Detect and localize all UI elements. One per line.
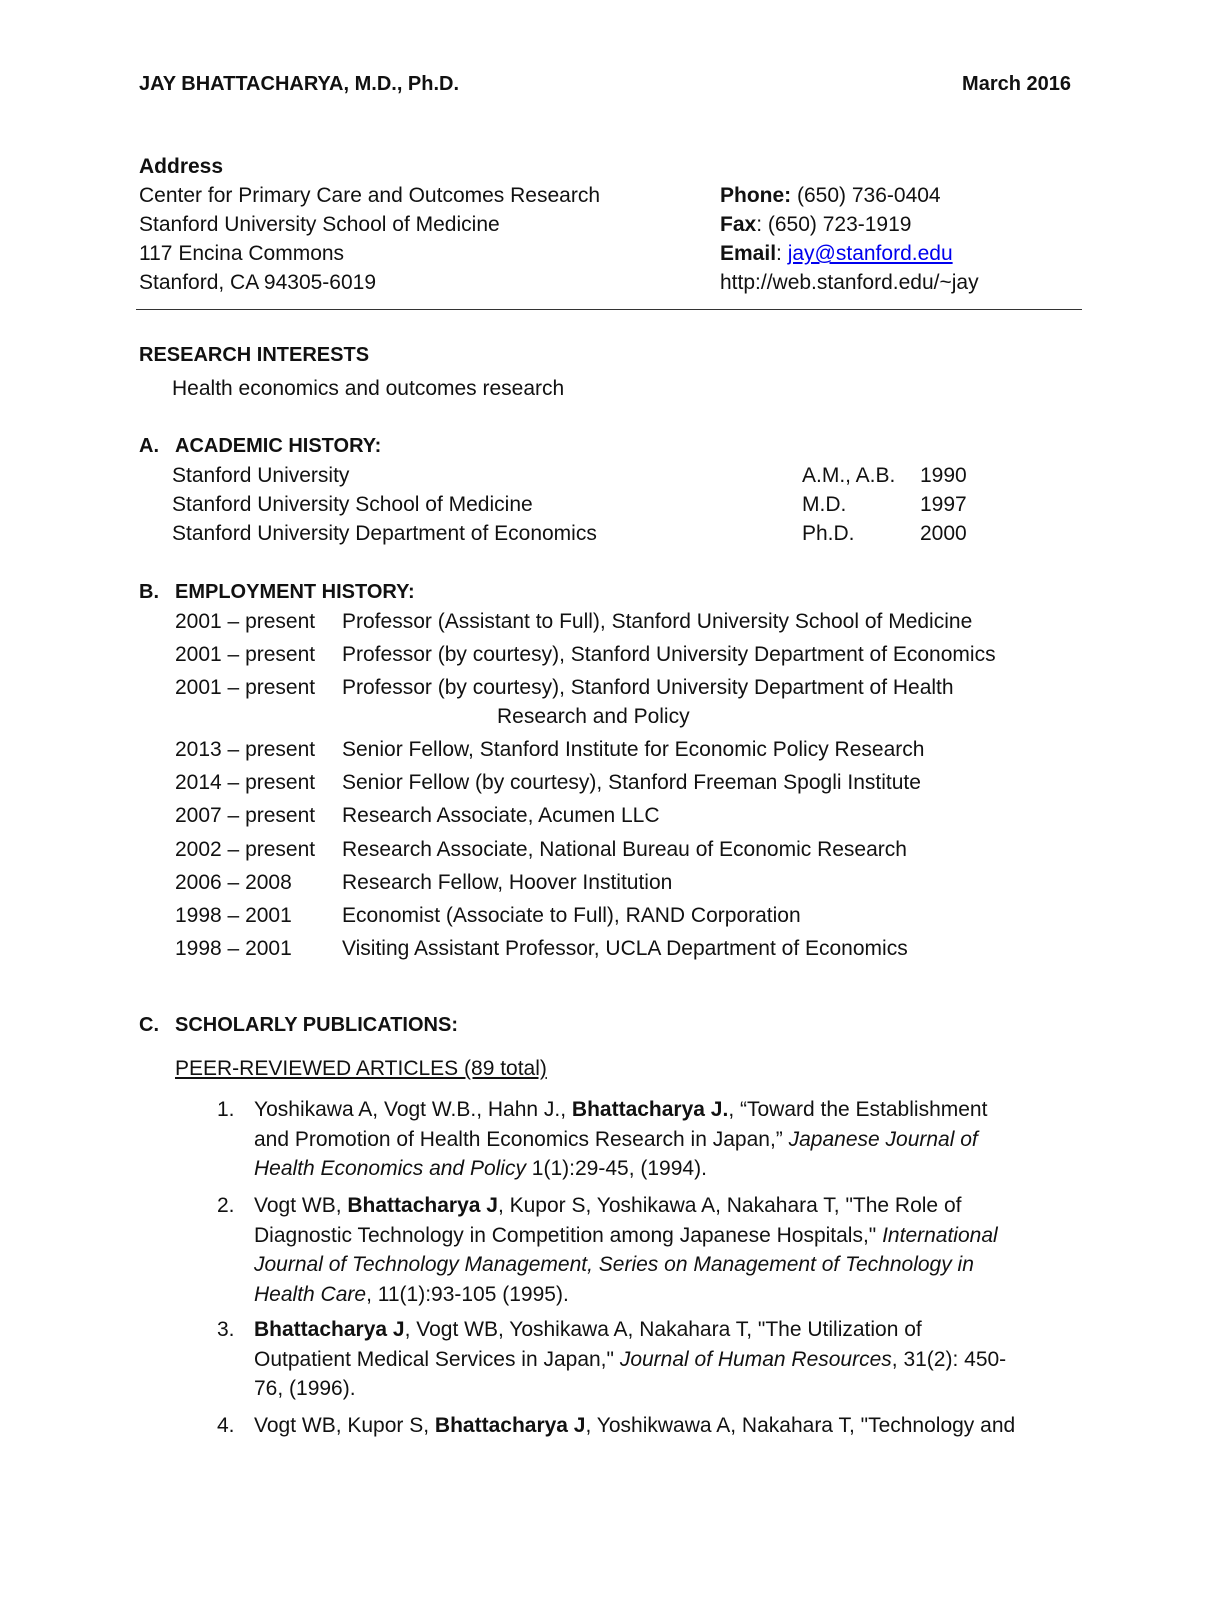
- employment-history-heading: [139, 581, 415, 604]
- research-interests-text: Health economics and outcomes research: [172, 377, 565, 400]
- employment-role: Professor (Assistant to Full), Stanford University School of Medicine: [342, 610, 973, 633]
- academic-year: 2000: [920, 522, 967, 545]
- citation-text: Diagnostic Technology in Competition among Japanese Hospitals,": [254, 1223, 883, 1247]
- academic-degree: A.M., A.B.: [802, 464, 896, 487]
- email-line: [720, 242, 953, 266]
- phone-line: [720, 184, 941, 208]
- employment-role: Senior Fellow, Stanford Institute for Economic Policy Research: [342, 738, 925, 761]
- publication-citation-line: [254, 1283, 569, 1307]
- author-highlight: Bhattacharya J.: [571, 1098, 729, 1121]
- academic-institution: Stanford University: [172, 464, 350, 487]
- publication-citation-line: [254, 1318, 922, 1342]
- citation-text: , “Toward the Establishment: [728, 1098, 988, 1121]
- academic-history-heading: [139, 435, 381, 458]
- employment-dates: 2001 – present: [175, 676, 316, 699]
- employment-dates: 2006 – 2008: [175, 871, 292, 894]
- peer-reviewed-subheading: PEER-REVIEWED ARTICLES (89 total): [175, 1057, 547, 1080]
- publication-citation-line: [254, 1157, 707, 1181]
- section-letter: C.: [139, 1014, 159, 1036]
- address-line: Stanford, CA 94305-6019: [139, 271, 377, 294]
- publication-citation-line: [254, 1224, 998, 1248]
- employment-role: Research Associate, Acumen LLC: [342, 804, 660, 827]
- section-letter: B.: [139, 581, 159, 603]
- publication-citation-line: [254, 1128, 978, 1152]
- author-highlight: Bhattacharya J: [254, 1318, 405, 1341]
- academic-institution: Stanford University Department of Economics: [172, 522, 597, 545]
- publication-number: 2.: [217, 1194, 235, 1217]
- employment-role: Professor (by courtesy), Stanford University Department of Economics: [342, 643, 996, 666]
- citation-text: 76, (1996).: [254, 1377, 356, 1400]
- citation-text: Vogt WB,: [254, 1194, 348, 1217]
- citation-text: , 11(1):93-105 (1995).: [366, 1282, 569, 1306]
- section-letter: A.: [139, 435, 159, 457]
- academic-degree: Ph.D.: [802, 522, 855, 545]
- journal-title: Japanese Journal of: [788, 1127, 978, 1151]
- employment-role: Professor (by courtesy), Stanford University Department of Health: [342, 676, 954, 699]
- email-link[interactable]: jay@stanford.edu: [787, 242, 953, 265]
- fax-label: Fax: [720, 213, 757, 236]
- publication-citation-line: [254, 1098, 987, 1122]
- journal-title: Health Care: [254, 1282, 367, 1306]
- phone-value: (650) 736-0404: [791, 184, 941, 207]
- publication-citation-line: [254, 1348, 1006, 1372]
- employment-dates: 1998 – 2001: [175, 904, 292, 927]
- phone-label: Phone:: [720, 184, 792, 207]
- section-title: ACADEMIC HISTORY:: [175, 435, 382, 457]
- address-line: 117 Encina Commons: [139, 242, 345, 265]
- employment-dates: 2001 – present: [175, 610, 316, 633]
- address-line: Center for Primary Care and Outcomes Research: [139, 184, 601, 207]
- email-label: Email: [720, 242, 777, 265]
- citation-text: , Vogt WB, Yoshikawa A, Nakahara T, "The Utilization of: [404, 1318, 922, 1341]
- employment-dates: 2014 – present: [175, 771, 316, 794]
- section-title: EMPLOYMENT HISTORY:: [175, 581, 415, 603]
- header-divider: [136, 309, 1082, 310]
- citation-text: , 31(2): 450-: [891, 1347, 1007, 1371]
- employment-dates: 2007 – present: [175, 804, 316, 827]
- section-title: SCHOLARLY PUBLICATIONS:: [175, 1014, 458, 1036]
- citation-text: Vogt WB, Kupor S,: [254, 1414, 435, 1437]
- employment-dates: 2001 – present: [175, 643, 316, 666]
- publication-number: 3.: [217, 1318, 235, 1341]
- citation-text: Yoshikawa A, Vogt W.B., Hahn J.,: [254, 1098, 572, 1121]
- publication-citation-line: [254, 1414, 1015, 1438]
- citation-text: , Yoshikwawa A, Nakahara T, "Technology and: [585, 1414, 1016, 1437]
- website-url: http://web.stanford.edu/~jay: [720, 271, 979, 294]
- publication-number: 1.: [217, 1098, 235, 1121]
- publication-citation-line: [254, 1253, 974, 1277]
- email-separator: :: [776, 242, 788, 265]
- employment-role: Visiting Assistant Professor, UCLA Department of Economics: [342, 937, 908, 960]
- employment-role: Research Fellow, Hoover Institution: [342, 871, 673, 894]
- citation-text: Outpatient Medical Services in Japan,": [254, 1347, 620, 1371]
- academic-year: 1990: [920, 464, 967, 487]
- academic-institution: Stanford University School of Medicine: [172, 493, 533, 516]
- employment-dates: 2002 – present: [175, 838, 316, 861]
- employment-role-continuation: Research and Policy: [497, 705, 690, 728]
- research-interests-heading: RESEARCH INTERESTS: [139, 344, 370, 366]
- address-line: Stanford University School of Medicine: [139, 213, 500, 236]
- fax-value: : (650) 723-1919: [756, 213, 912, 236]
- address-heading: Address: [139, 155, 224, 178]
- fax-line: [720, 213, 911, 237]
- journal-title: Journal of Human Resources: [619, 1347, 892, 1371]
- academic-year: 1997: [920, 493, 967, 516]
- employment-dates: 1998 – 2001: [175, 937, 292, 960]
- citation-text: and Promotion of Health Economics Research in Japan,”: [254, 1127, 789, 1151]
- publications-heading: [139, 1014, 458, 1037]
- academic-degree: M.D.: [802, 493, 847, 516]
- citation-text: 1(1):29-45, (1994).: [525, 1157, 707, 1180]
- author-highlight: Bhattacharya J: [434, 1414, 586, 1437]
- citation-text: , Kupor S, Yoshikawa A, Nakahara T, "The Role of: [497, 1194, 962, 1217]
- employment-role: Senior Fellow (by courtesy), Stanford Freeman Spogli Institute: [342, 771, 921, 794]
- journal-title: Journal of Technology Management, Series on Management of Technology in: [254, 1253, 974, 1276]
- publication-number: 4.: [217, 1414, 235, 1437]
- journal-title: International: [882, 1223, 998, 1247]
- employment-role: Economist (Associate to Full), RAND Corporation: [342, 904, 801, 927]
- author-highlight: Bhattacharya J: [347, 1194, 498, 1217]
- publication-citation-line: [254, 1377, 356, 1401]
- journal-title: Health Economics and Policy: [254, 1157, 526, 1180]
- cv-date: March 2016: [962, 73, 1071, 95]
- employment-role: Research Associate, National Bureau of Economic Research: [342, 838, 907, 861]
- employment-dates: 2013 – present: [175, 738, 316, 761]
- cv-name: JAY BHATTACHARYA, M.D., Ph.D.: [139, 73, 460, 95]
- publication-citation-line: [254, 1194, 961, 1218]
